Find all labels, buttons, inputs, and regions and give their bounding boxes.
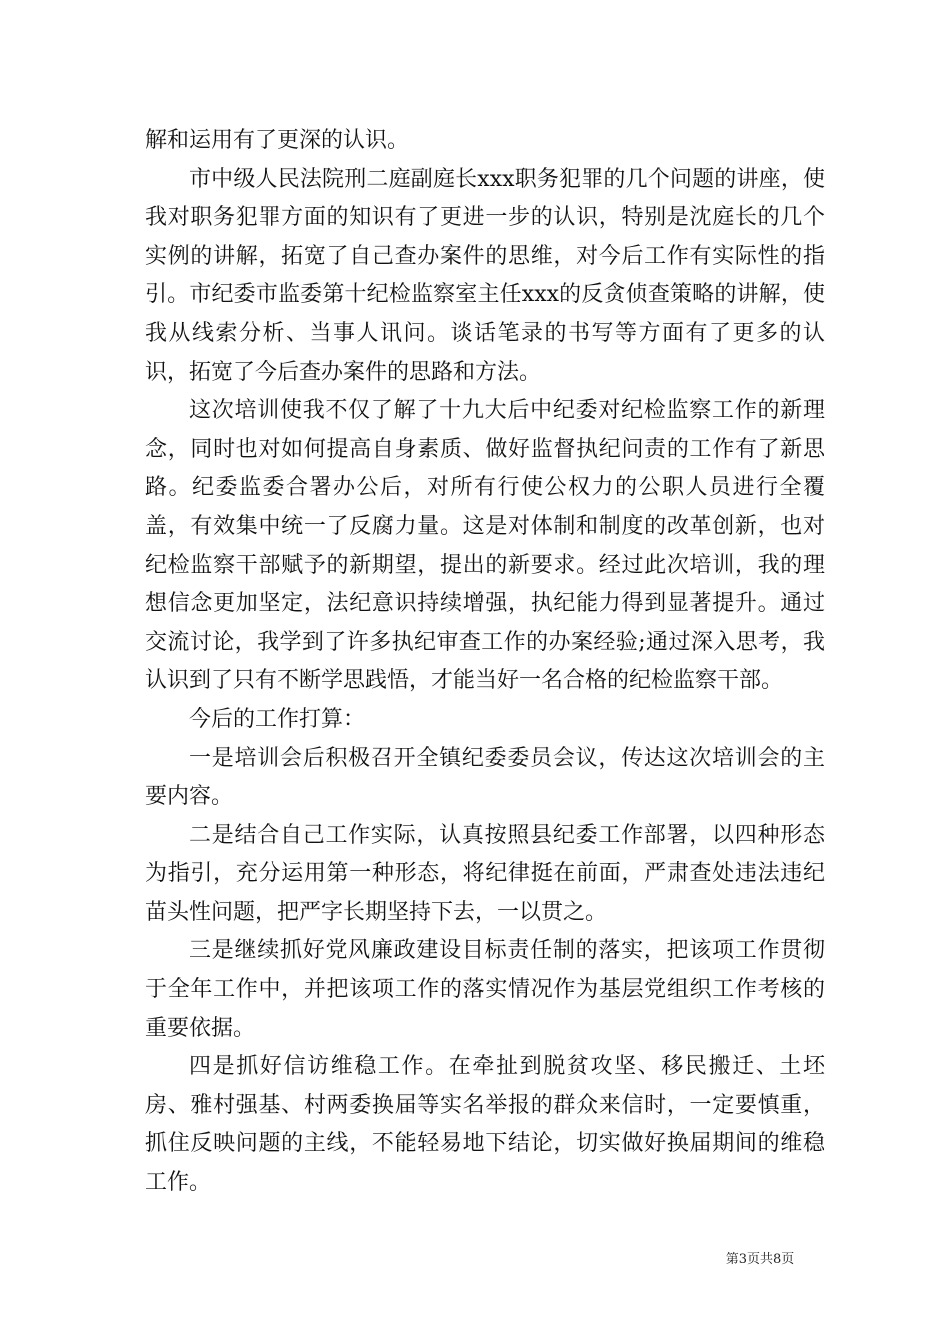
- paragraph: 今后的工作打算：: [189, 706, 366, 732]
- page-number: 第3页共8页: [725, 1252, 795, 1267]
- paragraph: 四是抓好信访维稳工作。在牵扯到脱贫攻坚、移民搬迁、土坯房、雅村强基、村两委换届等实名举报的群众来信时，一定要慎重，抓住反映问题的主线，不能轻易地下结论，切实做好换届期间的维稳工作。: [145, 1054, 825, 1196]
- paragraph: 三是继续抓好党风廉政建设目标责任制的落实，把该项工作贯彻于全年工作中，并把该项工作的落实情况作为基层党组织工作考核的重要依据。: [145, 938, 825, 1041]
- document-body: [145, 122, 825, 1203]
- paragraph: 市中级人民法院刑二庭副庭长xxx职务犯罪的几个问题的讲座，使我对职务犯罪方面的知识有了更进一步的认识，特别是沈庭长的几个实例的讲解，拓宽了自己查办案件的思维，对今后工作有实际性的指引。市纪委市监委第十纪检监察室主任xxx的反贪侦查策略的讲解，使我从线索分析、当事人讯问。谈话笔录的书写等方面有了更多的认识，拓宽了今后查办案件的思路和方法。: [145, 166, 825, 385]
- paragraph: 二是结合自己工作实际，认真按照县纪委工作部署，以四种形态为指引，充分运用第一种形态，将纪律挺在前面，严肃查处违法违纪苗头性问题，把严字长期坚持下去，一以贯之。: [145, 822, 825, 925]
- paragraph: 一是培训会后积极召开全镇纪委委员会议，传达这次培训会的主要内容。: [145, 745, 825, 810]
- paragraph: 这次培训使我不仅了解了十九大后中纪委对纪检监察工作的新理念，同时也对如何提高自身素质、做好监督执纪问责的工作有了新思路。纪委监委合署办公后，对所有行使公权力的公职人员进行全覆盖，有效集中统一了反腐力量。这是对体制和制度的改革创新，也对纪检监察干部赋予的新期望，提出的新要求。经过此次培训，我的理想信念更加坚定，法纪意识持续增强，执纪能力得到显著提升。通过交流讨论，我学到了许多执纪审查工作的办案经验;通过深入思考，我认识到了只有不断学思践悟，才能当好一名合格的纪检监察干部。: [145, 398, 825, 694]
- paragraph: 解和运用有了更深的认识。: [145, 128, 410, 153]
